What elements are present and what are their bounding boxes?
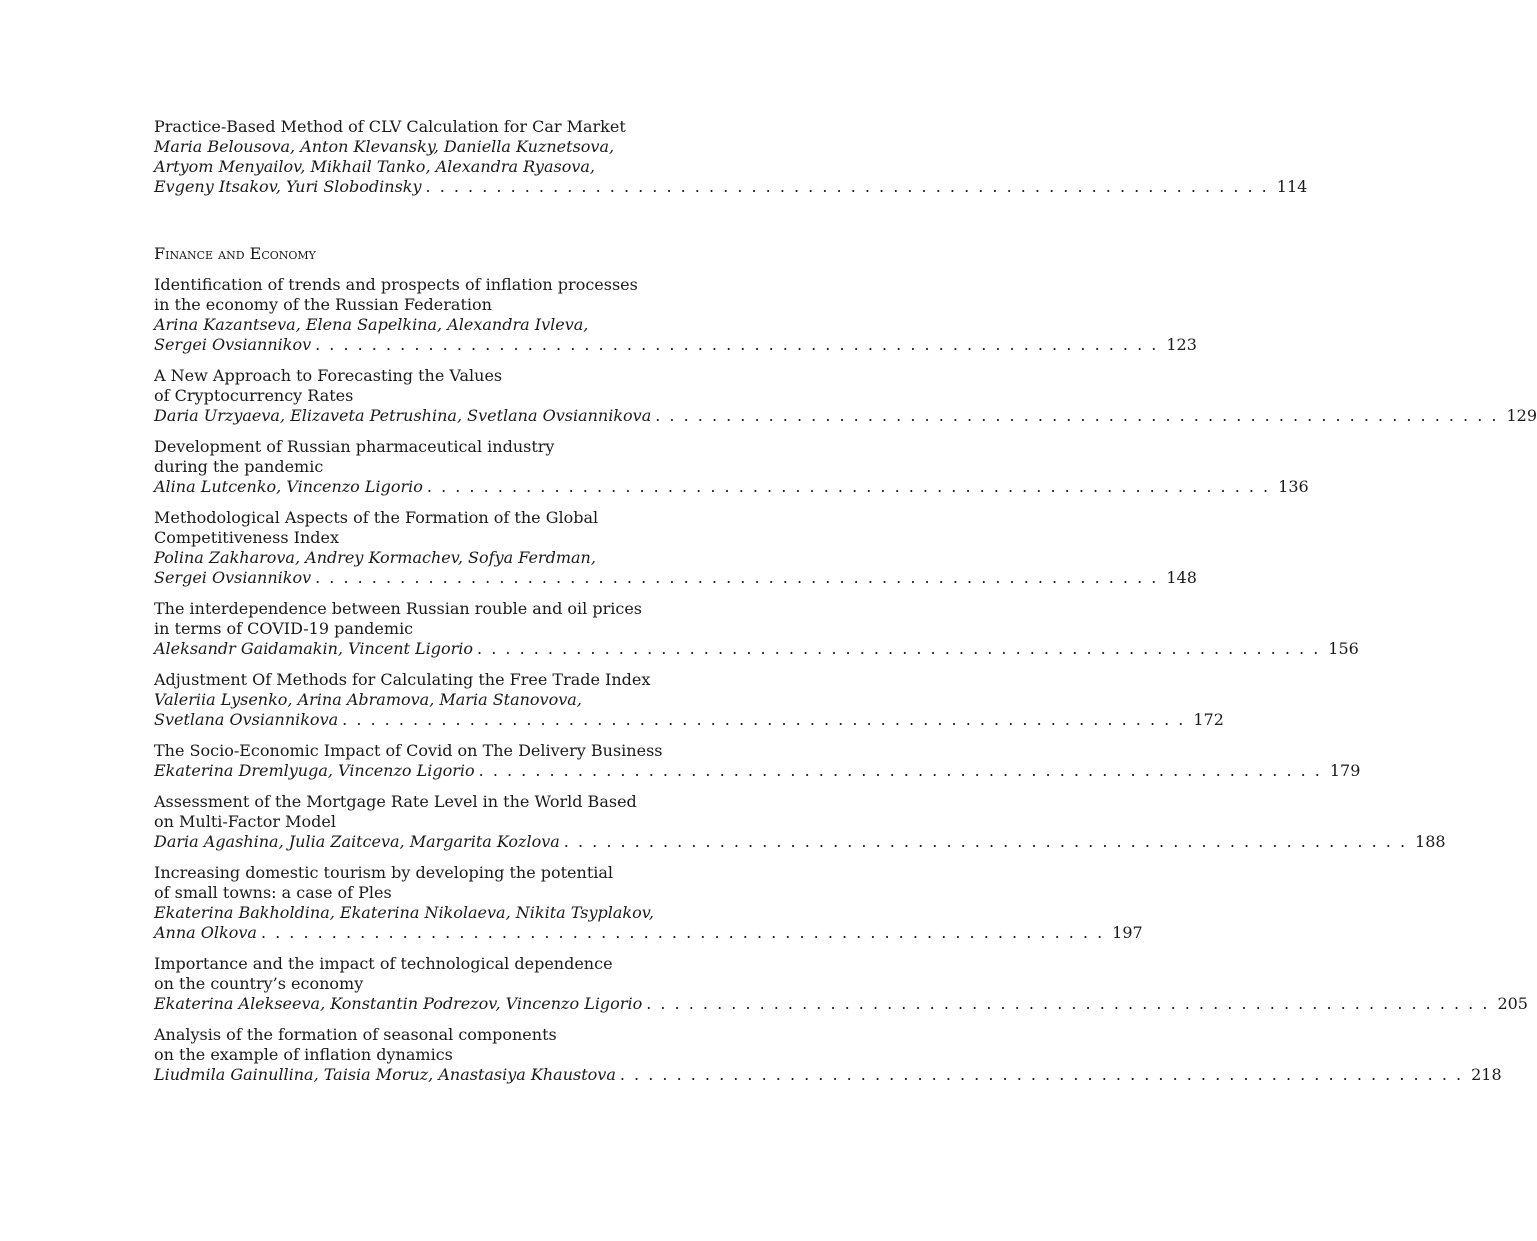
page-number: 179 bbox=[1329, 761, 1361, 780]
entry-authors: Sergei Ovsiannikov bbox=[154, 568, 312, 587]
entry-authors: Ekaterina Alekseeva, Konstantin Podrezov, Vincenzo Ligorio bbox=[154, 994, 643, 1013]
entry-author-line: Polina Zakharova, Andrey Kormachev, Sofya Ferdman, bbox=[154, 548, 596, 567]
entry-title-line: Analysis of the formation of seasonal components bbox=[154, 1025, 557, 1044]
page-number: 129 bbox=[1506, 406, 1537, 425]
entry-title-line: Development of Russian pharmaceutical industry bbox=[154, 437, 555, 456]
toc-entry bbox=[154, 117, 1308, 197]
toc-entry bbox=[154, 437, 1309, 497]
entry-authors: Alina Lutcenko, Vincenzo Ligorio bbox=[154, 477, 423, 496]
dot-leader: . . . . . . . . . . . . . . . . . . . . . . . . . . . . . . . . . . . . . . . . . . . . . . . . . . . . . . . . . . . . bbox=[655, 406, 1499, 425]
page-number: 136 bbox=[1278, 477, 1309, 496]
page-number: 218 bbox=[1471, 1065, 1502, 1084]
entry-authors: Sergei Ovsiannikov bbox=[154, 335, 312, 354]
dot-leader: . . . . . . . . . . . . . . . . . . . . . . . . . . . . . . . . . . . . . . . . . . . . . . . . . . . . . . . . . . . . bbox=[315, 568, 1159, 587]
entry-author-line: Ekaterina Bakholdina, Ekaterina Nikolaeva, Nikita Tsyplakov, bbox=[154, 903, 654, 922]
entry-title-line: The Socio-Economic Impact of Covid on The Delivery Business bbox=[154, 741, 663, 760]
dot-leader: . . . . . . . . . . . . . . . . . . . . . . . . . . . . . . . . . . . . . . . . . . . . . . . . . . . . . . . . . . . . bbox=[426, 477, 1271, 496]
toc-entry bbox=[154, 366, 1537, 426]
entry-title-line: Importance and the impact of technological dependence bbox=[154, 954, 613, 973]
entry-title-line: of small towns: a case of Ples bbox=[154, 883, 392, 902]
entry-title-line: Practice-Based Method of CLV Calculation for Car Market bbox=[154, 117, 626, 136]
dot-leader: . . . . . . . . . . . . . . . . . . . . . . . . . . . . . . . . . . . . . . . . . . . . . . . . . . . . . . . . . . . . bbox=[619, 1065, 1464, 1084]
entry-author-line: Artyom Menyailov, Mikhail Tanko, Alexandra Ryasova, bbox=[154, 157, 595, 176]
dot-leader: . . . . . . . . . . . . . . . . . . . . . . . . . . . . . . . . . . . . . . . . . . . . . . . . . . . . . . . . . . . . bbox=[315, 335, 1159, 354]
page-number: 114 bbox=[1276, 177, 1308, 196]
toc-entry bbox=[154, 508, 1197, 588]
entry-title-line: Competitiveness Index bbox=[154, 528, 339, 547]
toc-entry bbox=[154, 741, 1361, 781]
entry-leader-line bbox=[154, 923, 1143, 943]
dot-leader: . . . . . . . . . . . . . . . . . . . . . . . . . . . . . . . . . . . . . . . . . . . . . . . . . . . . . . . . . . . . bbox=[478, 761, 1322, 780]
toc-entry bbox=[154, 599, 1359, 659]
toc-entry bbox=[154, 863, 1143, 943]
entry-title-line: Increasing domestic tourism by developing the potential bbox=[154, 863, 614, 882]
entry-authors: Ekaterina Dremlyuga, Vincenzo Ligorio bbox=[154, 761, 475, 780]
section-heading: Finance and Economy bbox=[154, 244, 316, 263]
entry-leader-line bbox=[154, 761, 1361, 781]
page-number: 123 bbox=[1166, 335, 1197, 354]
entry-author-line: Valeriia Lysenko, Arina Abramova, Maria Stanovova, bbox=[154, 690, 582, 709]
entry-author-line: Arina Kazantseva, Elena Sapelkina, Alexandra Ivleva, bbox=[154, 315, 589, 334]
toc-entry bbox=[154, 954, 1528, 1014]
entry-authors: Daria Agashina, Julia Zaitceva, Margarita Kozlova bbox=[154, 832, 560, 851]
entry-authors: Anna Olkova bbox=[154, 923, 257, 942]
page-number: 156 bbox=[1328, 639, 1359, 658]
entry-title-line: A New Approach to Forecasting the Values bbox=[154, 366, 503, 385]
entry-leader-line bbox=[154, 335, 1197, 355]
dot-leader: . . . . . . . . . . . . . . . . . . . . . . . . . . . . . . . . . . . . . . . . . . . . . . . . . . . . . . . . . . . . bbox=[260, 923, 1105, 942]
entry-title-line: The interdependence between Russian rouble and oil prices bbox=[154, 599, 643, 618]
entry-leader-line bbox=[154, 568, 1197, 588]
toc-entry bbox=[154, 670, 1224, 730]
entry-title-line: on the example of inflation dynamics bbox=[154, 1045, 453, 1064]
entry-authors: Evgeny Itsakov, Yuri Slobodinsky bbox=[154, 177, 422, 196]
entry-leader-line bbox=[154, 639, 1359, 659]
page-number: 172 bbox=[1193, 710, 1224, 729]
entry-title-line: Assessment of the Mortgage Rate Level in the World Based bbox=[154, 792, 637, 811]
entry-author-line: Maria Belousova, Anton Klevansky, Daniella Kuznetsova, bbox=[154, 137, 615, 156]
page-number: 197 bbox=[1112, 923, 1143, 942]
entry-leader-line bbox=[154, 710, 1224, 730]
entry-authors: Liudmila Gainullina, Taisia Moruz, Anastasiya Khaustova bbox=[154, 1065, 616, 1084]
toc-entry-list bbox=[154, 275, 1537, 1085]
page-number: 205 bbox=[1497, 994, 1528, 1013]
entry-leader-line bbox=[154, 832, 1446, 852]
dot-leader: . . . . . . . . . . . . . . . . . . . . . . . . . . . . . . . . . . . . . . . . . . . . . . . . . . . . . . . . . . . . bbox=[563, 832, 1408, 851]
entry-title-line: on the country’s economy bbox=[154, 974, 364, 993]
entry-leader-line bbox=[154, 406, 1537, 426]
table-of-contents bbox=[154, 117, 1537, 1096]
toc-entry bbox=[154, 275, 1197, 355]
entry-authors: Aleksandr Gaidamakin, Vincent Ligorio bbox=[154, 639, 474, 658]
entry-leader-line bbox=[154, 477, 1309, 497]
entry-authors: Svetlana Ovsiannikova bbox=[154, 710, 339, 729]
dot-leader: . . . . . . . . . . . . . . . . . . . . . . . . . . . . . . . . . . . . . . . . . . . . . . . . . . . . . . . . . . . . bbox=[477, 639, 1321, 658]
dot-leader: . . . . . . . . . . . . . . . . . . . . . . . . . . . . . . . . . . . . . . . . . . . . . . . . . . . . . . . . . . . . bbox=[425, 177, 1269, 196]
entry-title-line: Identification of trends and prospects of inflation processes bbox=[154, 275, 638, 294]
entry-leader-line bbox=[154, 177, 1308, 197]
entry-leader-line bbox=[154, 1065, 1502, 1085]
toc-entry bbox=[154, 792, 1446, 852]
entry-title-line: Adjustment Of Methods for Calculating the Free Trade Index bbox=[154, 670, 651, 689]
entry-title-line: during the pandemic bbox=[154, 457, 324, 476]
entry-leader-line bbox=[154, 994, 1528, 1014]
entry-authors: Daria Urzyaeva, Elizaveta Petrushina, Svetlana Ovsiannikova bbox=[154, 406, 652, 425]
page-number: 148 bbox=[1166, 568, 1197, 587]
toc-entry bbox=[154, 1025, 1502, 1085]
entry-title-line: in the economy of the Russian Federation bbox=[154, 295, 492, 314]
entry-title-line: on Multi-Factor Model bbox=[154, 812, 336, 831]
dot-leader: . . . . . . . . . . . . . . . . . . . . . . . . . . . . . . . . . . . . . . . . . . . . . . . . . . . . . . . . . . . . bbox=[646, 994, 1490, 1013]
page-number: 188 bbox=[1415, 832, 1446, 851]
entry-title-line: Methodological Aspects of the Formation of the Global bbox=[154, 508, 599, 527]
entry-title-line: in terms of COVID-19 pandemic bbox=[154, 619, 414, 638]
dot-leader: . . . . . . . . . . . . . . . . . . . . . . . . . . . . . . . . . . . . . . . . . . . . . . . . . . . . . . . . . . . . bbox=[342, 710, 1186, 729]
entry-title-line: of Cryptocurrency Rates bbox=[154, 386, 354, 405]
